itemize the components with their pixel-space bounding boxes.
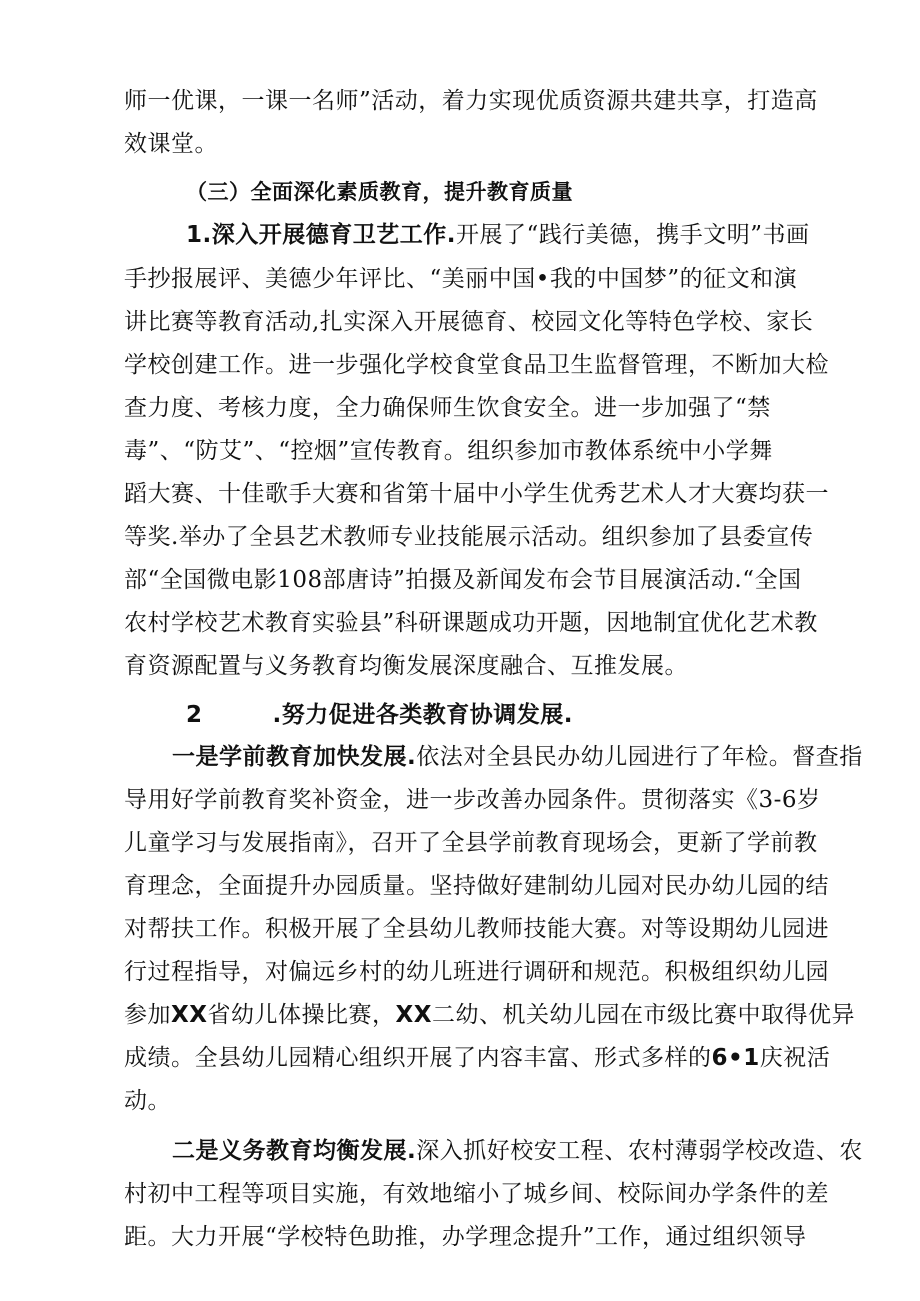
text-span: 二幼、机关幼儿园在市级比赛中取得优异 bbox=[431, 1002, 855, 1028]
text-line: 毒”、“防艾”、“控烟”宣传教育。组织参加市教体系统中小学舞 bbox=[124, 438, 773, 464]
text-line: 手抄报展评、美德少年评比、“美丽中国•我的中国梦”的征文和演 bbox=[124, 266, 798, 292]
text-line: 动。 bbox=[124, 1088, 171, 1114]
text-line: 部“全国微电影108部唐诗”拍摄及新闻发布会节目展演活动.“全国 bbox=[124, 567, 802, 593]
text-line: 学校创建工作。进一步强化学校食堂食品卫生监督管理，不断加大检 bbox=[124, 352, 829, 378]
preschool-lead: 一是学前教育加快发展. bbox=[172, 744, 417, 770]
text-line: 村初中工程等项目实施，有效地缩小了城乡间、校际间办学条件的差 bbox=[124, 1181, 829, 1207]
date-number: 6•1 bbox=[711, 1045, 760, 1071]
redacted-name: XX bbox=[395, 1002, 432, 1028]
section-heading: （三）全面深化素质教育，提升教育质量 bbox=[186, 180, 573, 204]
text-line: 效课堂。 bbox=[124, 131, 218, 157]
text-line: 查力度、考核力度，全力确保师生饮食安全。进一步加强了“禁 bbox=[124, 395, 771, 421]
item-1-first-line bbox=[186, 220, 810, 250]
compulsory-text: 深入抓好校安工程、农村薄弱学校改造、农 bbox=[416, 1138, 863, 1164]
text-span: 成绩。全县幼儿园精心组织开展了内容丰富、形式多样的 bbox=[124, 1045, 712, 1071]
text-line: 师一优课，一课一名师”活动，着力实现优质资源共建共享，打造高 bbox=[124, 88, 818, 114]
text-line: 儿童学习与发展指南》，召开了全县学前教育现场会，更新了学前教 bbox=[124, 830, 818, 856]
compulsory-lead: 二是义务教育均衡发展. bbox=[172, 1138, 417, 1164]
text-line: 农村学校艺术教育实验县”科研课题成功开题，因地制宜优化艺术教 bbox=[124, 610, 818, 636]
text-line bbox=[124, 1000, 855, 1030]
item-1-title: .深入开展德育卫艺工作. bbox=[202, 222, 456, 248]
compulsory-first-line bbox=[172, 1136, 863, 1166]
text-line: 讲比赛等教育活动,扎实深入开展德育、校园文化等特色学校、家长 bbox=[124, 309, 814, 335]
text-span: 省幼儿体操比赛， bbox=[207, 1002, 396, 1028]
item-1-text: 开展了“践行美德，携手文明”书画 bbox=[456, 222, 810, 248]
text-line: 行过程指导，对偏远乡村的幼儿班进行调研和规范。积极组织幼儿园 bbox=[124, 959, 829, 985]
redacted-name: XX bbox=[171, 1002, 208, 1028]
text-line: 育理念，全面提升办园质量。坚持做好建制幼儿园对民办幼儿园的结 bbox=[124, 873, 829, 899]
preschool-first-line bbox=[172, 742, 863, 772]
item-2-heading bbox=[186, 700, 573, 730]
text-span: 参加 bbox=[124, 1002, 171, 1028]
text-line bbox=[124, 1043, 830, 1073]
text-line: 蹈大赛、十佳歌手大赛和省第十届中小学生优秀艺术人才大赛均获一 bbox=[124, 481, 829, 507]
text-line: 距。大力开展“学校特色助推，办学理念提升”工作，通过组织领导 bbox=[124, 1224, 807, 1250]
preschool-text: 依法对全县民办幼儿园进行了年检。督查指 bbox=[416, 744, 863, 770]
text-line: 育资源配置与义务教育均衡发展深度融合、互推发展。 bbox=[124, 653, 688, 679]
item-2-number: 2 bbox=[186, 702, 203, 728]
text-line: 对帮扶工作。积极开展了全县幼儿教师技能大赛。对等设期幼儿园进 bbox=[124, 916, 829, 942]
item-2-title: .努力促进各类教育协调发展. bbox=[272, 702, 573, 728]
item-1-number: 1 bbox=[186, 222, 203, 248]
text-span: 庆祝活 bbox=[759, 1045, 831, 1071]
text-line: 等奖.举办了全县艺术教师专业技能展示活动。组织参加了县委宣传 bbox=[124, 524, 814, 550]
text-line: 导用好学前教育奖补资金，进一步改善办园条件。贯彻落实《3-6岁 bbox=[124, 787, 821, 813]
